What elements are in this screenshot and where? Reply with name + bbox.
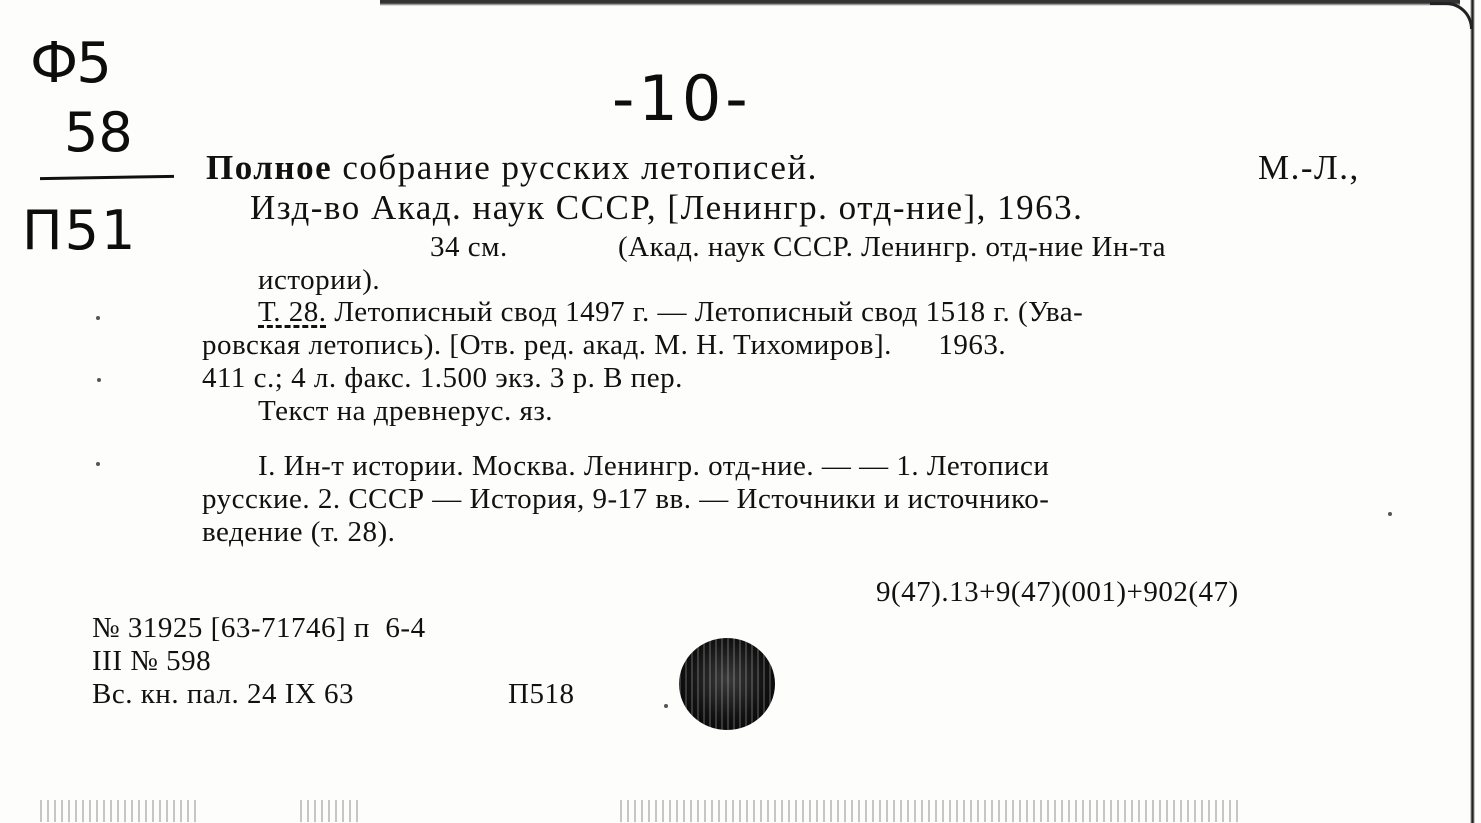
scan-noise (40, 800, 200, 822)
series-number: III № 598 (92, 645, 212, 677)
chamber-date: Вс. кн. пал. 24 IX 63 (92, 678, 355, 710)
publisher-line: Изд-во Акад. наук СССР, [Ленингр. отд-ние], 1963. (250, 188, 1084, 227)
physical-size: 34 см. (430, 231, 508, 263)
shelf-mark-top: Ф5 (30, 31, 110, 96)
scan-speck (96, 316, 100, 320)
print-code: П518 (508, 678, 575, 710)
volume-line-2: ровская летопись). [Отв. ред. акад. М. Н. Тихомиров]. 1963. (202, 329, 1007, 361)
subject-line-2: русские. 2. СССР — История, 9-17 вв. — Источники и источнико- (202, 483, 1050, 515)
page-number: -10- (612, 62, 752, 135)
language-note: Текст на древнерус. яз. (258, 395, 554, 427)
series-line-2: истории). (258, 264, 381, 296)
volume-line-3: 411 с.; 4 л. факс. 1.500 экз. 3 р. В пер. (202, 362, 683, 394)
subject-line-3: ведение (т. 28). (202, 516, 396, 548)
title-text: собрание русских летописей. (342, 148, 818, 187)
card-right-edge (1470, 0, 1475, 823)
volume-line-1 (258, 298, 1083, 327)
scan-speck (664, 704, 668, 708)
publication-place: М.-Л., (1258, 148, 1360, 187)
title-heading-word: Полное (206, 148, 333, 187)
scan-speck (96, 462, 100, 466)
subject-line-1: I. Ин-т истории. Москва. Ленингр. отд-ние. — — 1. Летописи (258, 450, 1050, 482)
volume-label: Т. 28. (258, 296, 327, 328)
scan-speck (1388, 512, 1392, 516)
scan-noise (300, 800, 360, 822)
scan-noise (620, 800, 1240, 822)
volume-title: Летописный свод 1497 г. — Летописный свод 1518 г. (Ува- (334, 296, 1084, 328)
series-line-1: (Акад. наук СССР. Ленингр. отд-ние Ин-та (618, 231, 1166, 263)
shelf-mark-middle: 58 (64, 101, 133, 164)
scan-speck (97, 378, 101, 382)
title-line (206, 150, 818, 185)
record-number: № 31925 [63-71746] п 6-4 (92, 612, 426, 644)
classification-index: 9(47).13+9(47)(001)+902(47) (876, 576, 1239, 608)
card-corner (1430, 2, 1473, 29)
shelf-mark-rule (40, 175, 174, 180)
shelf-mark-bottom: П51 (22, 199, 138, 262)
card-hole-stamp (679, 638, 775, 730)
card-top-edge (380, 0, 1460, 6)
